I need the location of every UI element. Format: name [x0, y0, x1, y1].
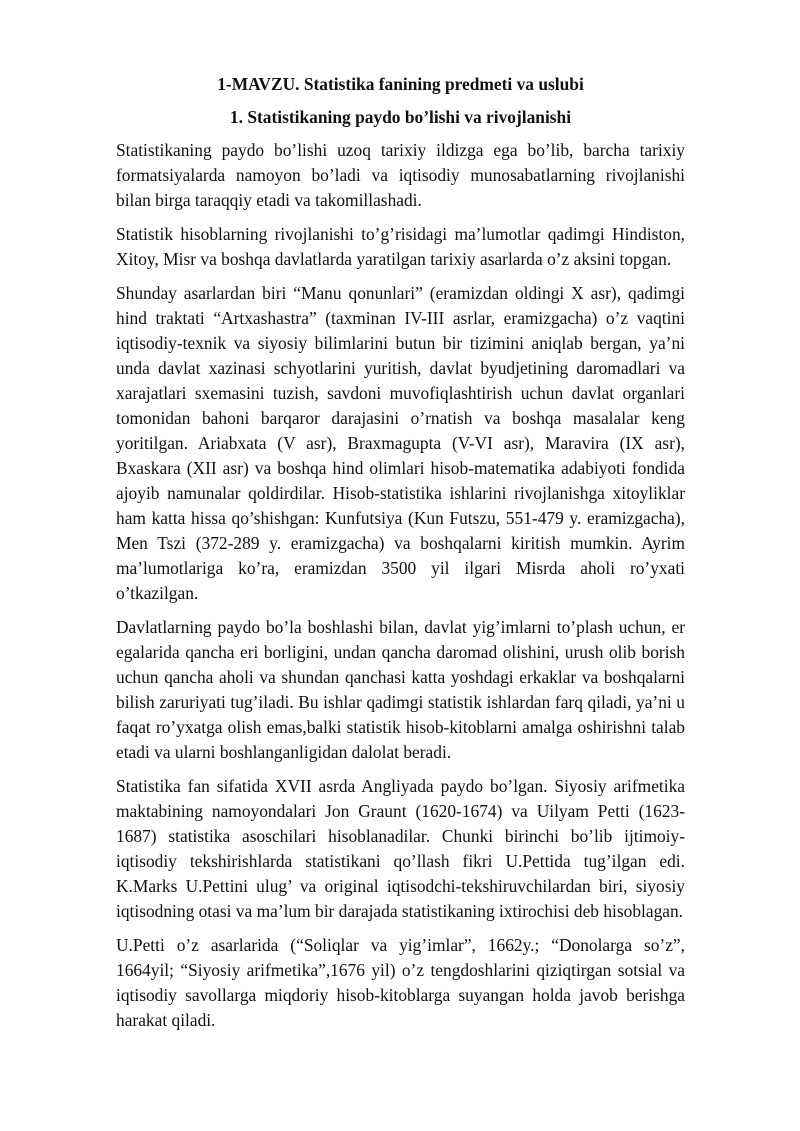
paragraph-manu-laws: Shunday asarlardan biri “Manu qonunlari” (eramizdan oldingi X asr), qadimgi hind traktati “Artxashastra” (taxminan IV-III asrlar, eramizgacha) o’z vaqtini iqtisodiy-texnik va siyosiy bilimlarini butun bir tizimini aniqlab bergan, ya’ni unda davlat xazinasi schyotlarini yuritish, davlat byudjetining daromadlari va xarajatlari sxemasini tuzish, savdoni muvofiqlashtirish uchun davlat organlari tomonidan bahoni barqaror darajasini o’rnatish va boshqa masalalar keng yoritilgan. Ariabxata (V asr), Braxmagupta (V-VI asr), Maravira (IX asr), Bxaskara (XII asr) va boshqa hind olimlari hisob-matematika adabiyoti fondida ajoyib namunalar qoldirdilar. Hisob-statistika ishlarini rivojlanishga xitoyliklar ham katta hissa qo’shishgan: Kunfutsiya (Kun Futszu, 551-479 y. eramizgacha), Men Tszi (372-289 y. eramizgacha) va boshqalarni kiritish mumkin. Ayrim ma’lumotlariga ko’ra, eramizdan 3500 yil ilgari Misrda aholi ro’yxati o’tkazilgan.: [116, 283, 685, 603]
paragraph-petti-works: U.Petti o’z asarlarida (“Soliqlar va yig’imlar”, 1662y.; “Donolarga so’z”, 1664yil; “Siyosiy arifmetika”,1676 yil) o’z tengdoshlarini qiziqtirgan sotsial va iqtisodiy savollarga miqdoriy hisob-kitoblarga suyangan holda javob berishga harakat qiladi.: [116, 935, 685, 1030]
paragraph-political-arithmetic: Statistika fan sifatida XVII asrda Angliyada paydo bo’lgan. Siyosiy arifmetika maktabining namoyondalari Jon Graunt (1620-1674) va Uilyam Petti (1623-1687) statistika asoschilari hisoblanadilar. Chunki birinchi bo’lib ijtimoiy-iqtisodiy tekshirishlarda statistikani qo’llash fikri U.Pettida tug’ilgan edi. K.Marks U.Pettini ulug’ va original iqtisodchi-tekshiruvchilardan biri, siyosiy iqtisodning otasi va ma’lum bir darajada statistikaning ixtirochisi deb hisoblagan.: [116, 776, 685, 921]
paragraph-state-formation: Davlatlarning paydo bo’la boshlashi bilan, davlat yig’imlarni to’plash uchun, er egalarida qancha eri borligini, undan qancha daromad olishini, urush olib borish uchun qancha aholi va shundan qanchasi katta yoshdagi erkaklar va boshqalarni bilish zaruriyati tug’iladi. Bu ishlar qadimgi statistik ishlardan farq qiladi, ya’ni u faqat ro’yxatga olish emas,balki statistik hisob-kitoblarni amalga oshirishni talab etadi va ularni boshlanganligidan dalolat beradi.: [116, 617, 685, 762]
section-heading: 1. Statistikaning paydo bo’lishi va rivojlanishi: [229, 107, 572, 127]
document-title: 1-MAVZU. Statistika fanining predmeti va uslubi: [217, 74, 584, 94]
paragraph-ancient-records: Statistik hisoblarning rivojlanishi to’g’risidagi ma’lumotlar qadimgi Hindiston, Xitoy, Misr va boshqa davlatlarda yaratilgan tarixiy asarlarda o’z aksini topgan.: [116, 224, 685, 269]
paragraph-origins: Statistikaning paydo bo’lishi uzoq tarixiy ildizga ega bo’lib, barcha tarixiy formatsiyalarda namoyon bo’ladi va iqtisodiy munosabatlarning rivojlanishi bilan birga taraqqiy etadi va takomillashadi.: [116, 140, 685, 210]
